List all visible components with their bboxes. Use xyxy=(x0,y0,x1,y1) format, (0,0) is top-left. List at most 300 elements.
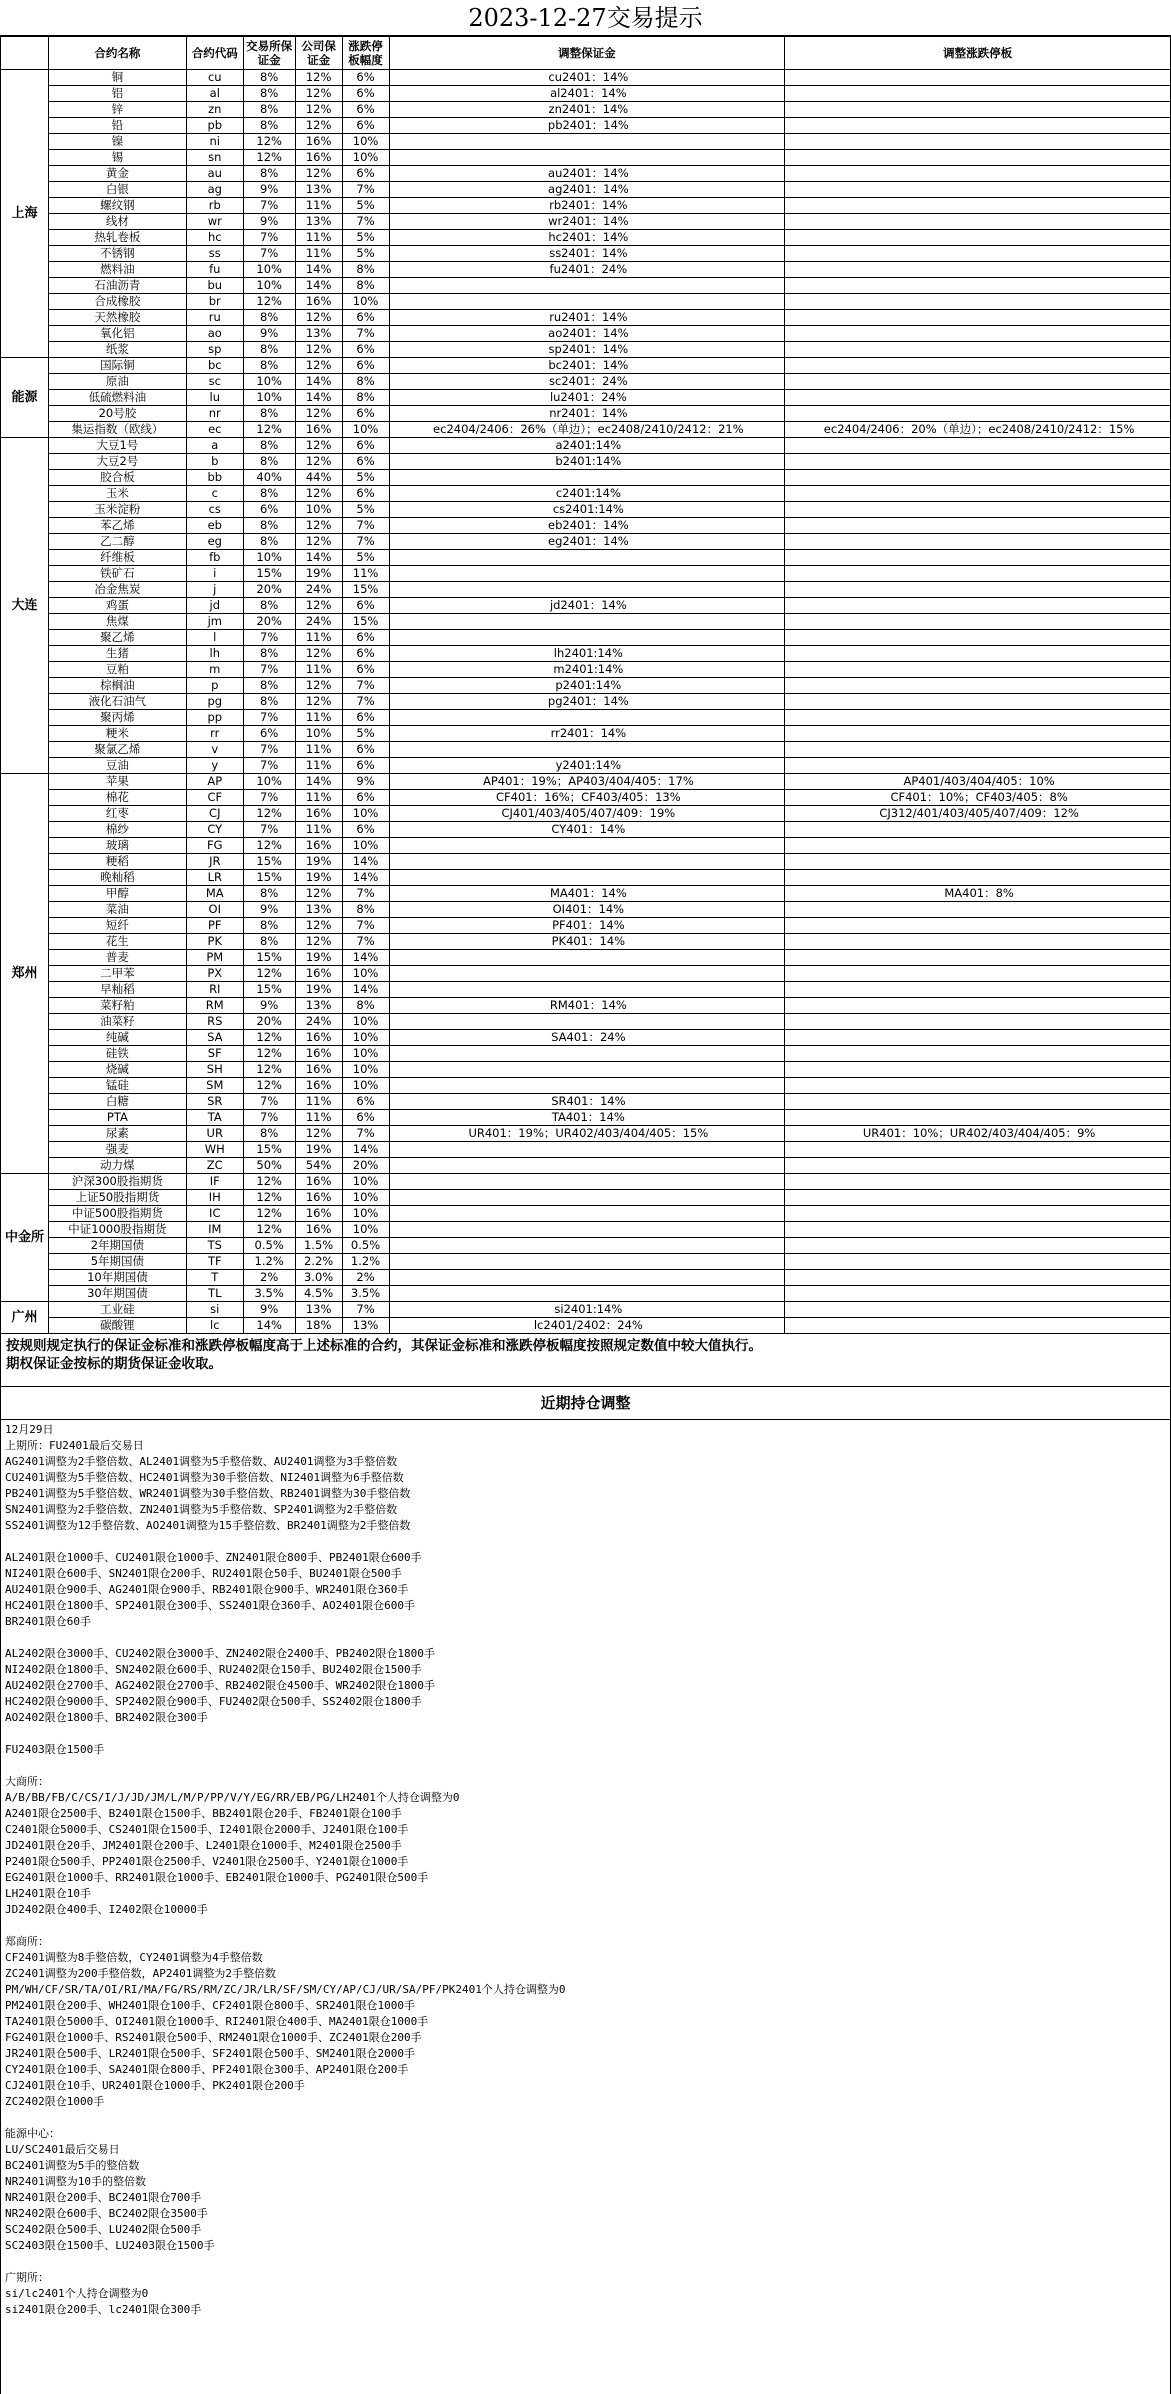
adjusted-margin-cell: ag2401：14% xyxy=(389,182,785,198)
company-margin-cell: 19% xyxy=(295,1142,342,1158)
position-line xyxy=(5,1918,1166,1934)
exchange-margin-cell: 12% xyxy=(243,134,295,150)
contract-code-cell: sn xyxy=(186,150,243,166)
exchange-margin-cell: 7% xyxy=(243,662,295,678)
adjusted-margin-cell xyxy=(389,134,785,150)
contract-code-cell: RI xyxy=(186,982,243,998)
adjusted-limit-cell: AP401/403/404/405：10% xyxy=(785,774,1171,790)
table-row xyxy=(1,310,1171,326)
adjusted-limit-cell xyxy=(785,310,1171,326)
adjusted-margin-cell: y2401:14% xyxy=(389,758,785,774)
exchange-margin-cell: 20% xyxy=(243,582,295,598)
contract-name-cell: 原油 xyxy=(48,374,186,390)
exchange-margin-cell: 12% xyxy=(243,294,295,310)
rule-note-line: 期权保证金按标的期货保证金收取。 xyxy=(6,1356,222,1372)
adjusted-limit-cell xyxy=(785,214,1171,230)
company-margin-cell: 16% xyxy=(295,134,342,150)
table-row xyxy=(1,1174,1171,1190)
adjusted-limit-cell xyxy=(785,838,1171,854)
price-limit-cell: 6% xyxy=(342,646,389,662)
position-line: SC2402限仓500手、LU2402限仓500手 xyxy=(5,2223,202,2236)
position-line: PM2401限仓200手、WH2401限仓100手、CF2401限仓800手、SR2401限仓1000手 xyxy=(5,1999,416,2012)
company-margin-cell: 12% xyxy=(295,886,342,902)
exchange-cell: 能源 xyxy=(1,358,49,438)
table-row xyxy=(1,726,1171,742)
table-row xyxy=(1,390,1171,406)
adjusted-limit-cell xyxy=(785,534,1171,550)
price-limit-cell: 10% xyxy=(342,966,389,982)
adjusted-limit-cell xyxy=(785,1254,1171,1270)
adjusted-margin-cell xyxy=(389,1078,785,1094)
position-line: NR2401限仓200手、BC2401限仓700手 xyxy=(5,2191,202,2204)
adjusted-limit-cell xyxy=(785,134,1171,150)
adjusted-limit-cell xyxy=(785,710,1171,726)
adjusted-limit-cell xyxy=(785,342,1171,358)
adjusted-limit-cell xyxy=(785,102,1171,118)
price-limit-cell: 6% xyxy=(342,790,389,806)
contract-code-cell: ru xyxy=(186,310,243,326)
adjusted-margin-cell: p2401:14% xyxy=(389,678,785,694)
table-row xyxy=(1,422,1171,438)
table-row xyxy=(1,1238,1171,1254)
contract-code-cell: TA xyxy=(186,1110,243,1126)
company-margin-cell: 12% xyxy=(295,486,342,502)
adjusted-margin-cell xyxy=(389,1238,785,1254)
contract-name-cell: 菜油 xyxy=(48,902,186,918)
company-margin-cell: 10% xyxy=(295,502,342,518)
adjusted-limit-cell xyxy=(785,550,1171,566)
adjusted-margin-cell xyxy=(389,582,785,598)
price-limit-cell: 10% xyxy=(342,1190,389,1206)
adjusted-margin-cell xyxy=(389,1286,785,1302)
price-limit-cell: 7% xyxy=(342,1302,389,1318)
adjusted-margin-cell: c2401:14% xyxy=(389,486,785,502)
company-margin-cell: 11% xyxy=(295,1094,342,1110)
exchange-margin-cell: 7% xyxy=(243,742,295,758)
contract-code-cell: bc xyxy=(186,358,243,374)
contract-name-cell: 镍 xyxy=(48,134,186,150)
contract-code-cell: si xyxy=(186,1302,243,1318)
adjusted-limit-cell xyxy=(785,726,1171,742)
company-margin-cell: 11% xyxy=(295,790,342,806)
company-margin-cell: 12% xyxy=(295,694,342,710)
adjusted-margin-cell xyxy=(389,1206,785,1222)
company-margin-cell: 12% xyxy=(295,534,342,550)
position-line: 郑商所： xyxy=(5,1935,49,1948)
company-margin-cell: 11% xyxy=(295,198,342,214)
contract-code-cell: PX xyxy=(186,966,243,982)
table-row xyxy=(1,614,1171,630)
adjusted-margin-cell xyxy=(389,1190,785,1206)
adjusted-margin-cell: hc2401：14% xyxy=(389,230,785,246)
position-line: si/lc2401个人持仓调整为0 xyxy=(5,2287,149,2300)
position-line: SC2403限仓1500手、LU2403限仓1500手 xyxy=(5,2239,215,2252)
contract-code-cell: ni xyxy=(186,134,243,150)
adjusted-margin-cell: OI401：14% xyxy=(389,902,785,918)
contract-code-cell: lu xyxy=(186,390,243,406)
company-margin-cell: 12% xyxy=(295,118,342,134)
company-margin-cell: 12% xyxy=(295,598,342,614)
position-line: P2401限仓500手、PP2401限仓2500手、V2401限仓2500手、Y2401限仓1000手 xyxy=(5,1855,409,1868)
contract-name-cell: 沪深300股指期货 xyxy=(48,1174,186,1190)
margin-limit-table xyxy=(0,36,1171,1420)
contract-name-cell: 棕榈油 xyxy=(48,678,186,694)
exchange-margin-cell: 8% xyxy=(243,86,295,102)
exchange-margin-cell: 12% xyxy=(243,422,295,438)
adjusted-margin-cell: lh2401:14% xyxy=(389,646,785,662)
company-margin-cell: 16% xyxy=(295,1046,342,1062)
price-limit-cell: 8% xyxy=(342,902,389,918)
price-limit-cell: 11% xyxy=(342,566,389,582)
position-line: BC2401调整为5手的整倍数 xyxy=(5,2159,140,2172)
adjusted-margin-cell: ss2401：14% xyxy=(389,246,785,262)
table-row xyxy=(1,470,1171,486)
exchange-margin-cell: 9% xyxy=(243,182,295,198)
contract-code-cell: SH xyxy=(186,1062,243,1078)
contract-code-cell: rb xyxy=(186,198,243,214)
adjusted-margin-cell: jd2401：14% xyxy=(389,598,785,614)
table-row xyxy=(1,278,1171,294)
company-margin-cell: 11% xyxy=(295,822,342,838)
contract-name-cell: 菜籽粕 xyxy=(48,998,186,1014)
adjusted-margin-cell xyxy=(389,470,785,486)
table-row xyxy=(1,886,1171,902)
company-margin-cell: 16% xyxy=(295,966,342,982)
adjusted-margin-cell: rb2401：14% xyxy=(389,198,785,214)
position-line xyxy=(5,2110,1166,2126)
company-margin-cell: 12% xyxy=(295,454,342,470)
company-margin-cell: 12% xyxy=(295,438,342,454)
adjusted-margin-cell xyxy=(389,1270,785,1286)
exchange-margin-cell: 7% xyxy=(243,758,295,774)
contract-code-cell: CY xyxy=(186,822,243,838)
contract-code-cell: m xyxy=(186,662,243,678)
adjusted-limit-cell: ec2404/2406：20%（单边）；ec2408/2410/2412：15% xyxy=(785,422,1171,438)
adjusted-margin-cell: MA401：14% xyxy=(389,886,785,902)
contract-name-cell: 乙二醇 xyxy=(48,534,186,550)
contract-name-cell: 油菜籽 xyxy=(48,1014,186,1030)
company-margin-cell: 19% xyxy=(295,870,342,886)
price-limit-cell: 7% xyxy=(342,1126,389,1142)
exchange-margin-cell: 8% xyxy=(243,598,295,614)
table-row xyxy=(1,694,1171,710)
adjusted-margin-cell: CY401：14% xyxy=(389,822,785,838)
price-limit-cell: 6% xyxy=(342,342,389,358)
adjusted-margin-cell xyxy=(389,1062,785,1078)
company-margin-cell: 12% xyxy=(295,310,342,326)
contract-code-cell: l xyxy=(186,630,243,646)
contract-code-cell: cs xyxy=(186,502,243,518)
contract-code-cell: PK xyxy=(186,934,243,950)
contract-name-cell: 豆粕 xyxy=(48,662,186,678)
exchange-margin-cell: 12% xyxy=(243,1190,295,1206)
contract-name-cell: 二甲苯 xyxy=(48,966,186,982)
contract-name-cell: 生猪 xyxy=(48,646,186,662)
exchange-margin-cell: 8% xyxy=(243,70,295,86)
table-row xyxy=(1,838,1171,854)
price-limit-cell: 2% xyxy=(342,1270,389,1286)
contract-name-cell: 10年期国债 xyxy=(48,1270,186,1286)
price-limit-cell: 6% xyxy=(342,454,389,470)
contract-name-cell: 锰硅 xyxy=(48,1078,186,1094)
table-row xyxy=(1,1030,1171,1046)
price-limit-cell: 7% xyxy=(342,326,389,342)
adjusted-limit-cell xyxy=(785,358,1171,374)
contract-name-cell: 豆油 xyxy=(48,758,186,774)
header-adjusted-margin: 调整保证金 xyxy=(389,37,785,70)
price-limit-cell: 10% xyxy=(342,838,389,854)
adjusted-margin-cell xyxy=(389,150,785,166)
company-margin-cell: 19% xyxy=(295,854,342,870)
company-margin-cell: 3.0% xyxy=(295,1270,342,1286)
table-row xyxy=(1,534,1171,550)
contract-code-cell: v xyxy=(186,742,243,758)
price-limit-cell: 5% xyxy=(342,246,389,262)
header-exchange-margin: 交易所保证金 xyxy=(243,37,295,70)
table-row xyxy=(1,1094,1171,1110)
contract-code-cell: IF xyxy=(186,1174,243,1190)
adjusted-margin-cell: SR401：14% xyxy=(389,1094,785,1110)
header-company-margin: 公司保证金 xyxy=(295,37,342,70)
adjusted-margin-cell: lc2401/2402：24% xyxy=(389,1318,785,1334)
table-row xyxy=(1,710,1171,726)
adjusted-limit-cell xyxy=(785,822,1171,838)
table-row xyxy=(1,550,1171,566)
exchange-cell: 上海 xyxy=(1,70,49,358)
adjusted-limit-cell xyxy=(785,230,1171,246)
price-limit-cell: 5% xyxy=(342,198,389,214)
adjusted-margin-cell: sp2401：14% xyxy=(389,342,785,358)
position-line: SS2401调整为12手整倍数、AO2401调整为15手整倍数、BR2401调整为2手整倍数 xyxy=(5,1519,411,1532)
exchange-margin-cell: 15% xyxy=(243,854,295,870)
adjusted-limit-cell xyxy=(785,646,1171,662)
adjusted-limit-cell: MA401：8% xyxy=(785,886,1171,902)
adjusted-margin-cell xyxy=(389,630,785,646)
contract-name-cell: 氧化铝 xyxy=(48,326,186,342)
price-limit-cell: 10% xyxy=(342,1062,389,1078)
price-limit-cell: 13% xyxy=(342,1318,389,1334)
contract-name-cell: 红枣 xyxy=(48,806,186,822)
company-margin-cell: 16% xyxy=(295,1222,342,1238)
company-margin-cell: 16% xyxy=(295,1190,342,1206)
adjusted-limit-cell xyxy=(785,118,1171,134)
contract-name-cell: 强麦 xyxy=(48,1142,186,1158)
position-line: EG2401限仓1000手、RR2401限仓1000手、EB2401限仓1000手、PG2401限仓500手 xyxy=(5,1871,429,1884)
contract-code-cell: SA xyxy=(186,1030,243,1046)
adjusted-margin-cell xyxy=(389,966,785,982)
contract-code-cell: jd xyxy=(186,598,243,614)
table-row xyxy=(1,742,1171,758)
contract-code-cell: a xyxy=(186,438,243,454)
table-body xyxy=(1,37,1171,1420)
contract-code-cell: IH xyxy=(186,1190,243,1206)
table-row xyxy=(1,1062,1171,1078)
contract-code-cell: ag xyxy=(186,182,243,198)
company-margin-cell: 12% xyxy=(295,166,342,182)
table-row xyxy=(1,806,1171,822)
section-row xyxy=(1,1387,1171,1420)
contract-name-cell: 聚丙烯 xyxy=(48,710,186,726)
adjusted-margin-cell xyxy=(389,1014,785,1030)
company-margin-cell: 16% xyxy=(295,806,342,822)
price-limit-cell: 10% xyxy=(342,1078,389,1094)
exchange-margin-cell: 20% xyxy=(243,614,295,630)
adjusted-limit-cell xyxy=(785,1014,1171,1030)
adjusted-limit-cell xyxy=(785,1030,1171,1046)
contract-code-cell: c xyxy=(186,486,243,502)
price-limit-cell: 6% xyxy=(342,86,389,102)
exchange-margin-cell: 50% xyxy=(243,1158,295,1174)
price-limit-cell: 6% xyxy=(342,406,389,422)
adjusted-limit-cell xyxy=(785,166,1171,182)
company-margin-cell: 11% xyxy=(295,662,342,678)
contract-name-cell: 30年期国债 xyxy=(48,1286,186,1302)
position-line: CF2401调整为8手整倍数，CY2401调整为4手整倍数 xyxy=(5,1951,263,1964)
adjusted-limit-cell xyxy=(785,742,1171,758)
contract-name-cell: 苹果 xyxy=(48,774,186,790)
adjusted-margin-cell: pg2401：14% xyxy=(389,694,785,710)
exchange-margin-cell: 8% xyxy=(243,678,295,694)
table-row xyxy=(1,982,1171,998)
adjusted-margin-cell: a2401:14% xyxy=(389,438,785,454)
adjusted-margin-cell xyxy=(389,838,785,854)
adjusted-limit-cell xyxy=(785,150,1171,166)
contract-code-cell: zn xyxy=(186,102,243,118)
contract-name-cell: 纯碱 xyxy=(48,1030,186,1046)
contract-name-cell: 大豆2号 xyxy=(48,454,186,470)
adjusted-limit-cell: CF401：10%；CF403/405：8% xyxy=(785,790,1171,806)
adjusted-margin-cell: AP401：19%；AP403/404/405：17% xyxy=(389,774,785,790)
adjusted-margin-cell: nr2401：14% xyxy=(389,406,785,422)
contract-code-cell: p xyxy=(186,678,243,694)
contract-code-cell: eb xyxy=(186,518,243,534)
price-limit-cell: 6% xyxy=(342,662,389,678)
company-margin-cell: 19% xyxy=(295,950,342,966)
contract-code-cell: j xyxy=(186,582,243,598)
position-line: LH2401限仓10手 xyxy=(5,1887,91,1900)
exchange-cell: 郑州 xyxy=(1,774,49,1174)
position-line: SN2401调整为2手整倍数、ZN2401调整为5手整倍数、SP2401调整为2手整倍数 xyxy=(5,1503,398,1516)
price-limit-cell: 7% xyxy=(342,214,389,230)
contract-name-cell: 花生 xyxy=(48,934,186,950)
contract-code-cell: ao xyxy=(186,326,243,342)
table-row xyxy=(1,1046,1171,1062)
company-margin-cell: 13% xyxy=(295,326,342,342)
position-line: NI2402限仓1800手、SN2402限仓600手、RU2402限仓150手、BU2402限仓1500手 xyxy=(5,1663,422,1676)
adjusted-limit-cell xyxy=(785,1270,1171,1286)
contract-code-cell: IC xyxy=(186,1206,243,1222)
position-line: PM/WH/CF/SR/TA/OI/RI/MA/FG/RS/RM/ZC/JR/LR/SF/SM/CY/AP/CJ/UR/SA/PF/PK2401个人持仓调整为0 xyxy=(5,1983,566,1996)
exchange-margin-cell: 10% xyxy=(243,774,295,790)
contract-code-cell: eg xyxy=(186,534,243,550)
contract-name-cell: 普麦 xyxy=(48,950,186,966)
company-margin-cell: 11% xyxy=(295,710,342,726)
contract-name-cell: 2年期国债 xyxy=(48,1238,186,1254)
price-limit-cell: 15% xyxy=(342,614,389,630)
contract-name-cell: 液化石油气 xyxy=(48,694,186,710)
price-limit-cell: 10% xyxy=(342,134,389,150)
table-row xyxy=(1,166,1171,182)
adjusted-margin-cell: UR401：19%；UR402/403/404/405：15% xyxy=(389,1126,785,1142)
section-title: 近期持仓调整 xyxy=(1,1387,1171,1420)
price-limit-cell: 20% xyxy=(342,1158,389,1174)
adjusted-margin-cell: RM401：14% xyxy=(389,998,785,1014)
position-line: A/B/BB/FB/C/CS/I/J/JD/JM/L/M/P/PP/V/Y/EG/RR/EB/PG/LH2401个人持仓调整为0 xyxy=(5,1791,460,1804)
adjusted-margin-cell: ao2401：14% xyxy=(389,326,785,342)
contract-name-cell: 中证500股指期货 xyxy=(48,1206,186,1222)
contract-code-cell: RM xyxy=(186,998,243,1014)
adjusted-limit-cell xyxy=(785,1302,1171,1318)
price-limit-cell: 6% xyxy=(342,710,389,726)
adjusted-limit-cell xyxy=(785,502,1171,518)
adjusted-limit-cell xyxy=(785,662,1171,678)
company-margin-cell: 16% xyxy=(295,1030,342,1046)
company-margin-cell: 16% xyxy=(295,150,342,166)
exchange-margin-cell: 0.5% xyxy=(243,1238,295,1254)
price-limit-cell: 8% xyxy=(342,374,389,390)
price-limit-cell: 10% xyxy=(342,1046,389,1062)
price-limit-cell: 10% xyxy=(342,1174,389,1190)
position-line xyxy=(5,1630,1166,1646)
price-limit-cell: 10% xyxy=(342,806,389,822)
position-line: 广期所： xyxy=(5,2271,49,2284)
position-line: A2401限仓2500手、B2401限仓1500手、BB2401限仓20手、FB2401限仓100手 xyxy=(5,1807,402,1820)
exchange-margin-cell: 8% xyxy=(243,358,295,374)
contract-code-cell: OI xyxy=(186,902,243,918)
position-line: TA2401限仓5000手、OI2401限仓1000手、RI2401限仓400手、MA2401限仓1000手 xyxy=(5,2015,429,2028)
adjusted-margin-cell: lu2401：24% xyxy=(389,390,785,406)
position-line: 能源中心： xyxy=(5,2127,60,2140)
position-line: 上期所：FU2401最后交易日 xyxy=(5,1439,144,1452)
position-line: AU2402限仓2700手、AG2402限仓2700手、RB2402限仓4500手、WR2402限仓1800手 xyxy=(5,1679,435,1692)
price-limit-cell: 5% xyxy=(342,470,389,486)
contract-code-cell: sc xyxy=(186,374,243,390)
contract-name-cell: 聚乙烯 xyxy=(48,630,186,646)
contract-code-cell: hc xyxy=(186,230,243,246)
company-margin-cell: 18% xyxy=(295,1318,342,1334)
position-line: PB2401调整为5手整倍数、WR2401调整为30手整倍数、RB2401调整为30手整倍数 xyxy=(5,1487,411,1500)
company-margin-cell: 11% xyxy=(295,246,342,262)
company-margin-cell: 12% xyxy=(295,358,342,374)
table-row xyxy=(1,198,1171,214)
exchange-margin-cell: 12% xyxy=(243,1078,295,1094)
contract-code-cell: pp xyxy=(186,710,243,726)
exchange-margin-cell: 12% xyxy=(243,966,295,982)
table-row xyxy=(1,294,1171,310)
adjusted-limit-cell xyxy=(785,694,1171,710)
page-title: 2023-12-27交易提示 xyxy=(0,0,1171,36)
adjusted-limit-cell xyxy=(785,198,1171,214)
contract-name-cell: 苯乙烯 xyxy=(48,518,186,534)
position-line: CJ2401限仓10手、UR2401限仓1000手、PK2401限仓200手 xyxy=(5,2079,305,2092)
exchange-margin-cell: 7% xyxy=(243,1094,295,1110)
adjusted-limit-cell xyxy=(785,1158,1171,1174)
table-row xyxy=(1,1126,1171,1142)
company-margin-cell: 19% xyxy=(295,982,342,998)
price-limit-cell: 7% xyxy=(342,918,389,934)
company-margin-cell: 12% xyxy=(295,518,342,534)
adjusted-margin-cell: al2401：14% xyxy=(389,86,785,102)
adjusted-limit-cell xyxy=(785,966,1171,982)
table-row xyxy=(1,230,1171,246)
exchange-margin-cell: 8% xyxy=(243,454,295,470)
table-row xyxy=(1,1110,1171,1126)
table-row xyxy=(1,1302,1171,1318)
contract-name-cell: 石油沥青 xyxy=(48,278,186,294)
exchange-margin-cell: 8% xyxy=(243,342,295,358)
position-line: ZC2402限仓1000手 xyxy=(5,2095,105,2108)
contract-name-cell: 粳米 xyxy=(48,726,186,742)
